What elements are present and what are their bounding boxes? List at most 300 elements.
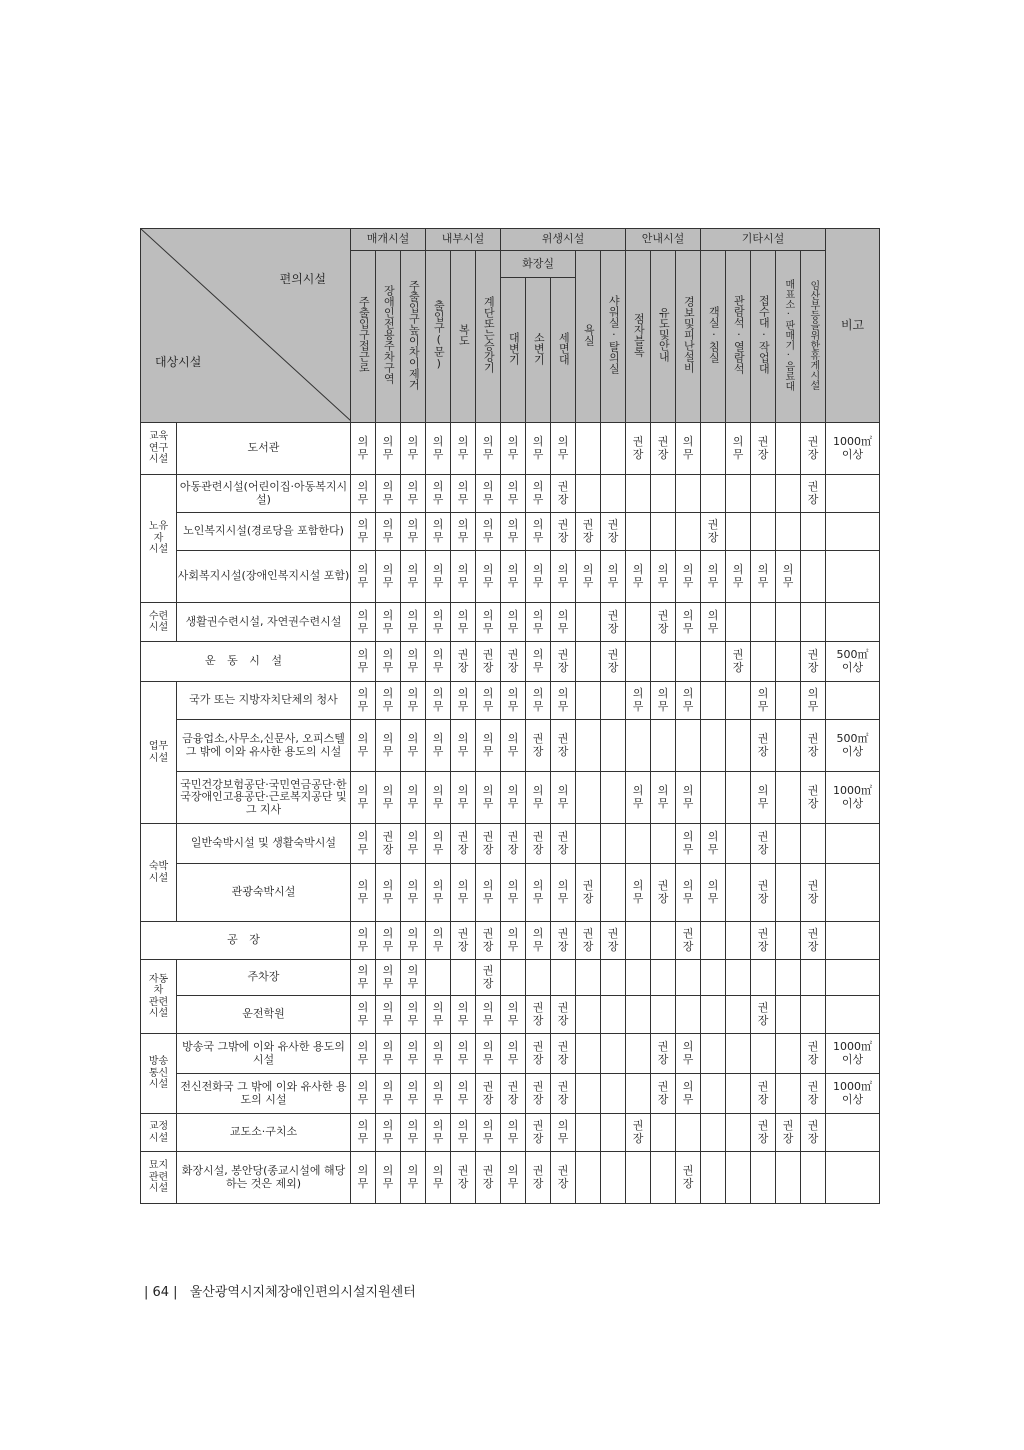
- group-header-access: 매개시설: [351, 229, 426, 251]
- requirement-cell: 권장: [601, 603, 626, 642]
- requirement-cell: 의무: [451, 864, 476, 922]
- requirement-cell: 권장: [651, 1074, 676, 1114]
- table-row: [141, 1114, 880, 1152]
- requirement-cell: 의무: [451, 1034, 476, 1074]
- requirement-cell: 권장: [501, 1074, 526, 1114]
- requirement-cell: 의무: [401, 772, 426, 824]
- requirement-cell: 의무: [726, 423, 751, 475]
- requirement-cell: [776, 513, 801, 551]
- requirement-cell: 의무: [676, 1034, 701, 1074]
- note-cell: [826, 996, 880, 1034]
- requirement-cell: [776, 682, 801, 720]
- requirement-cell: 권장: [726, 642, 751, 682]
- requirement-cell: 권장: [476, 922, 501, 960]
- requirement-cell: 의무: [401, 642, 426, 682]
- requirement-cell: 의무: [801, 682, 826, 720]
- requirement-cell: [701, 475, 726, 513]
- requirement-cell: [776, 1074, 801, 1114]
- requirement-cell: 권장: [576, 513, 601, 551]
- note-cell: [826, 603, 880, 642]
- requirement-cell: [576, 423, 601, 475]
- facility-name: 주차장: [177, 960, 351, 996]
- requirement-cell: 의무: [676, 824, 701, 864]
- col-header: 출입구(문): [426, 251, 451, 423]
- requirement-cell: [651, 720, 676, 772]
- requirement-cell: 의무: [526, 513, 551, 551]
- requirement-cell: 권장: [376, 824, 401, 864]
- requirement-cell: [701, 922, 726, 960]
- requirement-cell: 의무: [526, 772, 551, 824]
- requirement-cell: 권장: [801, 922, 826, 960]
- requirement-cell: [701, 1074, 726, 1114]
- table-row: [141, 864, 880, 922]
- requirement-cell: 의무: [501, 720, 526, 772]
- requirement-cell: [601, 996, 626, 1034]
- requirement-cell: 의무: [426, 996, 451, 1034]
- requirement-cell: 의무: [701, 824, 726, 864]
- requirement-cell: 권장: [551, 1034, 576, 1074]
- requirement-cell: 의무: [451, 1114, 476, 1152]
- requirement-cell: 의무: [451, 1074, 476, 1114]
- requirement-cell: [776, 996, 801, 1034]
- requirement-cell: 권장: [551, 642, 576, 682]
- requirement-cell: 권장: [651, 603, 676, 642]
- requirement-cell: [726, 996, 751, 1034]
- requirement-cell: 의무: [551, 423, 576, 475]
- requirement-cell: 권장: [751, 922, 776, 960]
- requirement-cell: 의무: [451, 772, 476, 824]
- facility-name: 도서관: [177, 423, 351, 475]
- note-cell: [826, 824, 880, 864]
- requirement-cell: [726, 513, 751, 551]
- col-header: 복도: [451, 251, 476, 423]
- note-text: 1000㎡: [833, 783, 873, 797]
- requirement-cell: 의무: [451, 603, 476, 642]
- requirement-cell: [576, 1114, 601, 1152]
- requirement-cell: 권장: [476, 824, 501, 864]
- page-number: | 64 |: [144, 1285, 178, 1300]
- requirement-cell: 의무: [401, 824, 426, 864]
- requirement-cell: 권장: [801, 1114, 826, 1152]
- facility-name: 관광숙박시설: [177, 864, 351, 922]
- requirement-cell: [651, 922, 676, 960]
- corner-diagonal: [141, 229, 351, 421]
- requirement-cell: 권장: [476, 642, 501, 682]
- requirement-cell: [801, 513, 826, 551]
- requirement-cell: 의무: [401, 720, 426, 772]
- col-header: 소변기: [526, 278, 551, 423]
- requirement-cell: 의무: [351, 864, 376, 922]
- requirement-cell: 의무: [501, 475, 526, 513]
- table-row: [141, 960, 880, 996]
- requirement-cell: [526, 960, 551, 996]
- requirement-cell: [626, 603, 651, 642]
- facility-name: 일반숙박시설 및 생활숙박시설: [177, 824, 351, 864]
- requirement-cell: 권장: [551, 1074, 576, 1114]
- note-cell: [826, 922, 880, 960]
- requirement-cell: 권장: [676, 1152, 701, 1204]
- requirement-cell: [601, 772, 626, 824]
- requirement-cell: 의무: [501, 682, 526, 720]
- table-row: [141, 1034, 880, 1074]
- requirement-cell: 의무: [501, 1034, 526, 1074]
- requirement-cell: 의무: [376, 475, 401, 513]
- requirement-cell: [776, 772, 801, 824]
- facility-table: [140, 228, 880, 1204]
- requirement-cell: [776, 475, 801, 513]
- requirement-cell: 의무: [376, 922, 401, 960]
- requirement-cell: 의무: [426, 642, 451, 682]
- table-row: [141, 551, 880, 603]
- requirement-cell: [676, 960, 701, 996]
- requirement-cell: 의무: [376, 642, 401, 682]
- requirement-cell: 권장: [551, 1152, 576, 1204]
- requirement-cell: 의무: [376, 864, 401, 922]
- requirement-cell: 의무: [376, 1152, 401, 1204]
- requirement-cell: [751, 475, 776, 513]
- facility-name: 생활권수련시설, 자연권수련시설: [177, 603, 351, 642]
- facility-name: 국가 또는 지방자치단체의 청사: [177, 682, 351, 720]
- requirement-cell: [801, 551, 826, 603]
- group-header-interior: 내부시설: [426, 229, 501, 251]
- requirement-cell: 의무: [426, 475, 451, 513]
- requirement-cell: 권장: [601, 513, 626, 551]
- requirement-cell: [601, 1114, 626, 1152]
- requirement-cell: [726, 1074, 751, 1114]
- requirement-cell: 의무: [476, 996, 501, 1034]
- requirement-cell: 권장: [751, 1074, 776, 1114]
- facility-name: 국민건강보험공단·국민연금공단·한국장애인고용공단·근로복지공단 및 그 지사: [177, 772, 351, 824]
- facility-name: 교도소·구치소: [177, 1114, 351, 1152]
- requirement-cell: 의무: [351, 513, 376, 551]
- requirement-cell: 의무: [351, 642, 376, 682]
- requirement-cell: [776, 922, 801, 960]
- requirement-cell: [576, 1152, 601, 1204]
- requirement-cell: 의무: [501, 551, 526, 603]
- requirement-cell: [651, 475, 676, 513]
- note-text: 500㎡: [836, 731, 869, 745]
- requirement-cell: [801, 996, 826, 1034]
- requirement-cell: 의무: [401, 682, 426, 720]
- requirement-cell: 의무: [551, 864, 576, 922]
- col-header: 샤워실·탈의실: [601, 251, 626, 423]
- requirement-cell: [701, 996, 726, 1034]
- requirement-cell: 의무: [676, 682, 701, 720]
- requirement-cell: 의무: [526, 551, 551, 603]
- requirement-cell: [651, 824, 676, 864]
- requirement-cell: 의무: [351, 551, 376, 603]
- requirement-cell: 권장: [601, 642, 626, 682]
- requirement-cell: 의무: [376, 772, 401, 824]
- requirement-cell: 권장: [526, 1074, 551, 1114]
- requirement-cell: 의무: [351, 772, 376, 824]
- requirement-cell: [426, 960, 451, 996]
- requirement-cell: [626, 1034, 651, 1074]
- requirement-cell: [576, 772, 601, 824]
- requirement-cell: [601, 720, 626, 772]
- requirement-cell: 의무: [476, 682, 501, 720]
- requirement-cell: [601, 960, 626, 996]
- requirement-cell: [626, 1074, 651, 1114]
- note-cell: [826, 960, 880, 996]
- requirement-cell: 의무: [401, 1152, 426, 1204]
- requirement-cell: [601, 1034, 626, 1074]
- category-label: 업무 시설: [141, 682, 177, 824]
- requirement-cell: 의무: [376, 603, 401, 642]
- requirement-cell: 의무: [601, 551, 626, 603]
- requirement-cell: [601, 864, 626, 922]
- requirement-cell: [601, 423, 626, 475]
- requirement-cell: [676, 475, 701, 513]
- requirement-cell: [726, 960, 751, 996]
- requirement-cell: 권장: [551, 475, 576, 513]
- col-header: 욕실: [576, 251, 601, 423]
- requirement-cell: 의무: [476, 1114, 501, 1152]
- requirement-cell: 의무: [501, 772, 526, 824]
- requirement-cell: 권장: [751, 1114, 776, 1152]
- requirement-cell: 의무: [401, 475, 426, 513]
- requirement-cell: [751, 603, 776, 642]
- note-header: 비고: [826, 229, 880, 423]
- requirement-cell: 의무: [426, 551, 451, 603]
- requirement-cell: 권장: [501, 824, 526, 864]
- requirement-cell: 권장: [601, 922, 626, 960]
- category-label: 자동 차 관련 시설: [141, 960, 177, 1034]
- requirement-cell: 권장: [801, 772, 826, 824]
- requirement-cell: 의무: [451, 682, 476, 720]
- note-cell: [826, 772, 880, 824]
- requirement-cell: 의무: [676, 551, 701, 603]
- requirement-cell: 의무: [426, 603, 451, 642]
- requirement-cell: 의무: [376, 423, 401, 475]
- requirement-cell: 의무: [351, 960, 376, 996]
- requirement-cell: 권장: [551, 824, 576, 864]
- requirement-cell: 의무: [376, 682, 401, 720]
- requirement-cell: [676, 642, 701, 682]
- requirement-cell: 의무: [501, 603, 526, 642]
- requirement-cell: [701, 423, 726, 475]
- requirement-cell: 의무: [426, 1074, 451, 1114]
- requirement-cell: 권장: [526, 824, 551, 864]
- requirement-cell: [776, 603, 801, 642]
- category-label: 숙박 시설: [141, 824, 177, 922]
- table-row: [141, 996, 880, 1034]
- requirement-cell: [676, 513, 701, 551]
- requirement-cell: [626, 960, 651, 996]
- requirement-cell: [601, 1152, 626, 1204]
- requirement-cell: [576, 1034, 601, 1074]
- requirement-cell: [801, 1152, 826, 1204]
- requirement-cell: 의무: [401, 551, 426, 603]
- table-row: [141, 475, 880, 513]
- requirement-cell: 권장: [801, 1034, 826, 1074]
- requirement-cell: 의무: [476, 603, 501, 642]
- requirement-cell: [726, 772, 751, 824]
- requirement-cell: 의무: [501, 513, 526, 551]
- requirement-cell: 권장: [526, 1152, 551, 1204]
- requirement-cell: [726, 1034, 751, 1074]
- note-cell: [826, 864, 880, 922]
- requirement-cell: 의무: [476, 513, 501, 551]
- requirement-cell: 의무: [751, 682, 776, 720]
- note-text: 이상: [841, 1092, 864, 1106]
- toilet-subgroup-header: 화장실: [501, 251, 576, 278]
- requirement-cell: 의무: [451, 996, 476, 1034]
- requirement-cell: 의무: [351, 682, 376, 720]
- requirement-cell: [701, 1114, 726, 1152]
- requirement-cell: 의무: [451, 475, 476, 513]
- requirement-cell: 의무: [351, 1074, 376, 1114]
- group-header-sanitary: 위생시설: [501, 229, 626, 251]
- requirement-cell: [551, 960, 576, 996]
- requirement-cell: 권장: [651, 423, 676, 475]
- requirement-cell: [651, 1114, 676, 1152]
- requirement-cell: [751, 513, 776, 551]
- requirement-cell: [751, 960, 776, 996]
- note-text: 이상: [841, 744, 864, 758]
- col-header: 세면대: [551, 278, 576, 423]
- requirement-cell: 권장: [801, 642, 826, 682]
- table-row: [141, 1074, 880, 1114]
- col-header: 객실·침실: [701, 251, 726, 423]
- requirement-cell: 의무: [476, 423, 501, 475]
- page-footer: [144, 1281, 416, 1300]
- requirement-cell: [751, 1152, 776, 1204]
- requirement-cell: 권장: [526, 720, 551, 772]
- requirement-cell: [701, 960, 726, 996]
- requirement-cell: 의무: [501, 996, 526, 1034]
- requirement-cell: 의무: [526, 475, 551, 513]
- requirement-cell: 의무: [426, 423, 451, 475]
- requirement-cell: 권장: [801, 864, 826, 922]
- requirement-cell: 의무: [751, 551, 776, 603]
- requirement-cell: 권장: [801, 720, 826, 772]
- requirement-cell: [726, 1152, 751, 1204]
- requirement-cell: 의무: [351, 720, 376, 772]
- requirement-cell: [601, 824, 626, 864]
- requirement-cell: 의무: [426, 1114, 451, 1152]
- requirement-cell: [576, 960, 601, 996]
- requirement-cell: 의무: [676, 772, 701, 824]
- requirement-cell: 의무: [426, 922, 451, 960]
- requirement-cell: [451, 960, 476, 996]
- requirement-cell: 의무: [401, 423, 426, 475]
- requirement-cell: [751, 642, 776, 682]
- requirement-cell: 의무: [401, 864, 426, 922]
- requirement-cell: 의무: [351, 996, 376, 1034]
- note-text: 1000㎡: [833, 1039, 873, 1053]
- facility-name: 아동관련시설(어린이집·아동복지시설): [177, 475, 351, 513]
- col-header: 관람석·열람석: [726, 251, 751, 423]
- requirement-cell: 의무: [351, 603, 376, 642]
- requirement-cell: 의무: [351, 475, 376, 513]
- requirement-cell: 의무: [401, 996, 426, 1034]
- requirement-cell: [726, 682, 751, 720]
- group-header-guidance: 안내시설: [626, 229, 701, 251]
- requirement-cell: 권장: [801, 423, 826, 475]
- requirement-cell: 권장: [676, 922, 701, 960]
- requirement-cell: 의무: [376, 996, 401, 1034]
- requirement-cell: 권장: [751, 423, 776, 475]
- requirement-cell: 의무: [426, 1152, 451, 1204]
- requirement-cell: 의무: [751, 772, 776, 824]
- category-label: 묘지 관련 시설: [141, 1152, 177, 1204]
- requirement-cell: 의무: [351, 1114, 376, 1152]
- col-header: 유도및안내: [651, 251, 676, 423]
- requirement-cell: 의무: [351, 922, 376, 960]
- requirement-cell: [651, 996, 676, 1034]
- requirement-cell: 의무: [551, 682, 576, 720]
- requirement-cell: 의무: [701, 864, 726, 922]
- note-cell: [826, 423, 880, 475]
- group-header-other: 기타시설: [701, 229, 826, 251]
- note-text: 1000㎡: [833, 434, 873, 448]
- col-header: 매표소·판매기·음료대: [776, 251, 801, 423]
- requirement-cell: 의무: [376, 720, 401, 772]
- requirement-cell: 권장: [701, 513, 726, 551]
- table-row: [141, 682, 880, 720]
- note-cell: [826, 1034, 880, 1074]
- corner-top-label: 편의시설: [279, 272, 326, 286]
- requirement-cell: [576, 475, 601, 513]
- requirement-cell: 의무: [451, 513, 476, 551]
- requirement-cell: 권장: [451, 1152, 476, 1204]
- requirement-cell: 의무: [526, 603, 551, 642]
- requirement-cell: [701, 642, 726, 682]
- requirement-cell: 권장: [751, 720, 776, 772]
- requirement-cell: 의무: [626, 772, 651, 824]
- requirement-cell: 의무: [476, 551, 501, 603]
- requirement-cell: 의무: [551, 551, 576, 603]
- requirement-cell: 의무: [476, 864, 501, 922]
- requirement-cell: 의무: [401, 603, 426, 642]
- col-header: 주출입구접근로: [351, 251, 376, 423]
- requirement-cell: 의무: [626, 551, 651, 603]
- requirement-cell: [801, 824, 826, 864]
- note-text: 1000㎡: [833, 1079, 873, 1093]
- requirement-cell: 권장: [476, 960, 501, 996]
- requirement-cell: 의무: [426, 720, 451, 772]
- requirement-cell: 권장: [626, 1114, 651, 1152]
- category-label: 교육 연구 시설: [141, 423, 177, 475]
- requirement-cell: 권장: [451, 642, 476, 682]
- requirement-cell: [776, 1152, 801, 1204]
- table-row: [141, 423, 880, 475]
- requirement-cell: 권장: [626, 423, 651, 475]
- requirement-cell: [651, 1152, 676, 1204]
- requirement-cell: 권장: [551, 720, 576, 772]
- requirement-cell: [626, 720, 651, 772]
- requirement-cell: 권장: [576, 922, 601, 960]
- requirement-cell: [676, 1114, 701, 1152]
- requirement-cell: 의무: [676, 603, 701, 642]
- requirement-cell: [726, 603, 751, 642]
- requirement-cell: 의무: [451, 551, 476, 603]
- requirement-cell: 의무: [401, 1114, 426, 1152]
- requirement-cell: 의무: [476, 772, 501, 824]
- requirement-cell: 의무: [626, 682, 651, 720]
- requirement-cell: [776, 824, 801, 864]
- requirement-cell: 의무: [676, 1074, 701, 1114]
- requirement-cell: 권장: [551, 922, 576, 960]
- requirement-cell: 권장: [476, 1152, 501, 1204]
- requirement-cell: [751, 1034, 776, 1074]
- requirement-cell: 의무: [351, 423, 376, 475]
- requirement-cell: 의무: [526, 864, 551, 922]
- requirement-cell: [776, 720, 801, 772]
- table-row: [141, 720, 880, 772]
- requirement-cell: [776, 960, 801, 996]
